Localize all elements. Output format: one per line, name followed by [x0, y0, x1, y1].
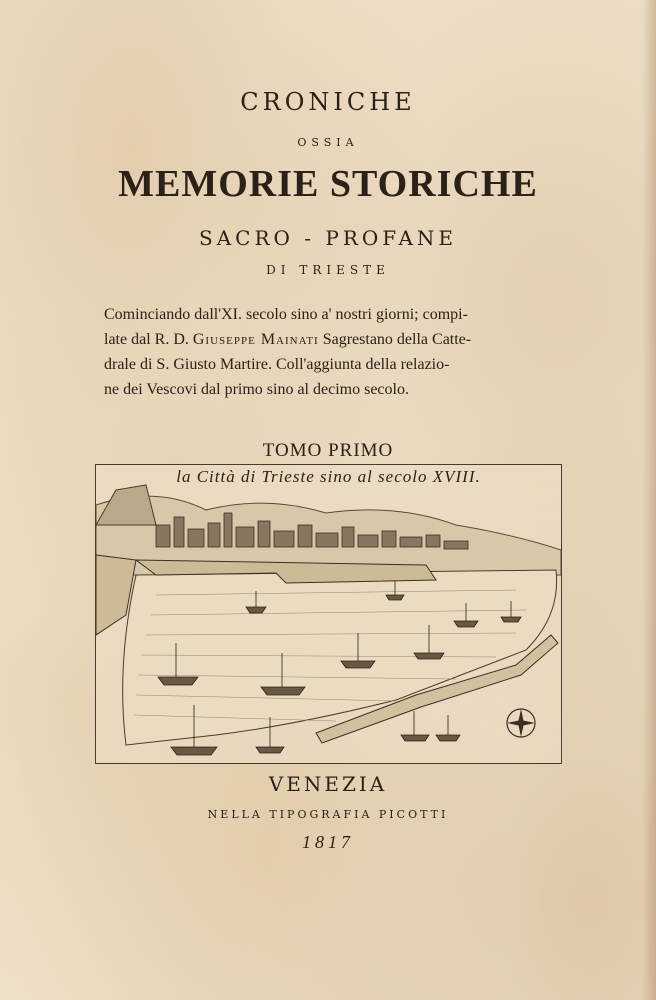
imprint-year: 1817	[302, 832, 354, 852]
description-line-4: ne dei Vescovi dal primo sino al decimo secolo.	[104, 381, 409, 398]
title-ossia: OSSIA	[297, 136, 359, 149]
description-line-2	[104, 327, 556, 352]
place-line: DI TRIESTE	[266, 263, 390, 277]
volume-label: TOMO PRIMO	[262, 440, 394, 461]
engraving-plate	[95, 464, 562, 764]
main-title: MEMORIE STORICHE	[118, 163, 538, 205]
subtitle: SACRO - PROFANE	[199, 226, 457, 250]
description-line-2-end: Sagrestano della Catte-	[318, 331, 472, 348]
description-paragraph	[104, 302, 556, 402]
imprint-printer: NELLA TIPOGRAFIA PICOTTI	[207, 808, 449, 821]
title-croniche: CRONICHE	[240, 88, 416, 116]
plate-caption: la Città di Trieste sino al secolo XVIII.	[176, 467, 481, 486]
description-line-2-start: late dal R. D.	[104, 331, 193, 348]
author-name: Giuseppe Mainati	[192, 331, 319, 348]
imprint-city: VENEZIA	[268, 772, 388, 796]
description-line-1: Cominciando dall'XI. secolo sino a' nostri giorni; compi-	[104, 306, 468, 323]
trieste-harbor-engraving	[96, 465, 561, 763]
description-line-3: drale di S. Giusto Martire. Coll'aggiunta della relazio-	[104, 356, 450, 373]
